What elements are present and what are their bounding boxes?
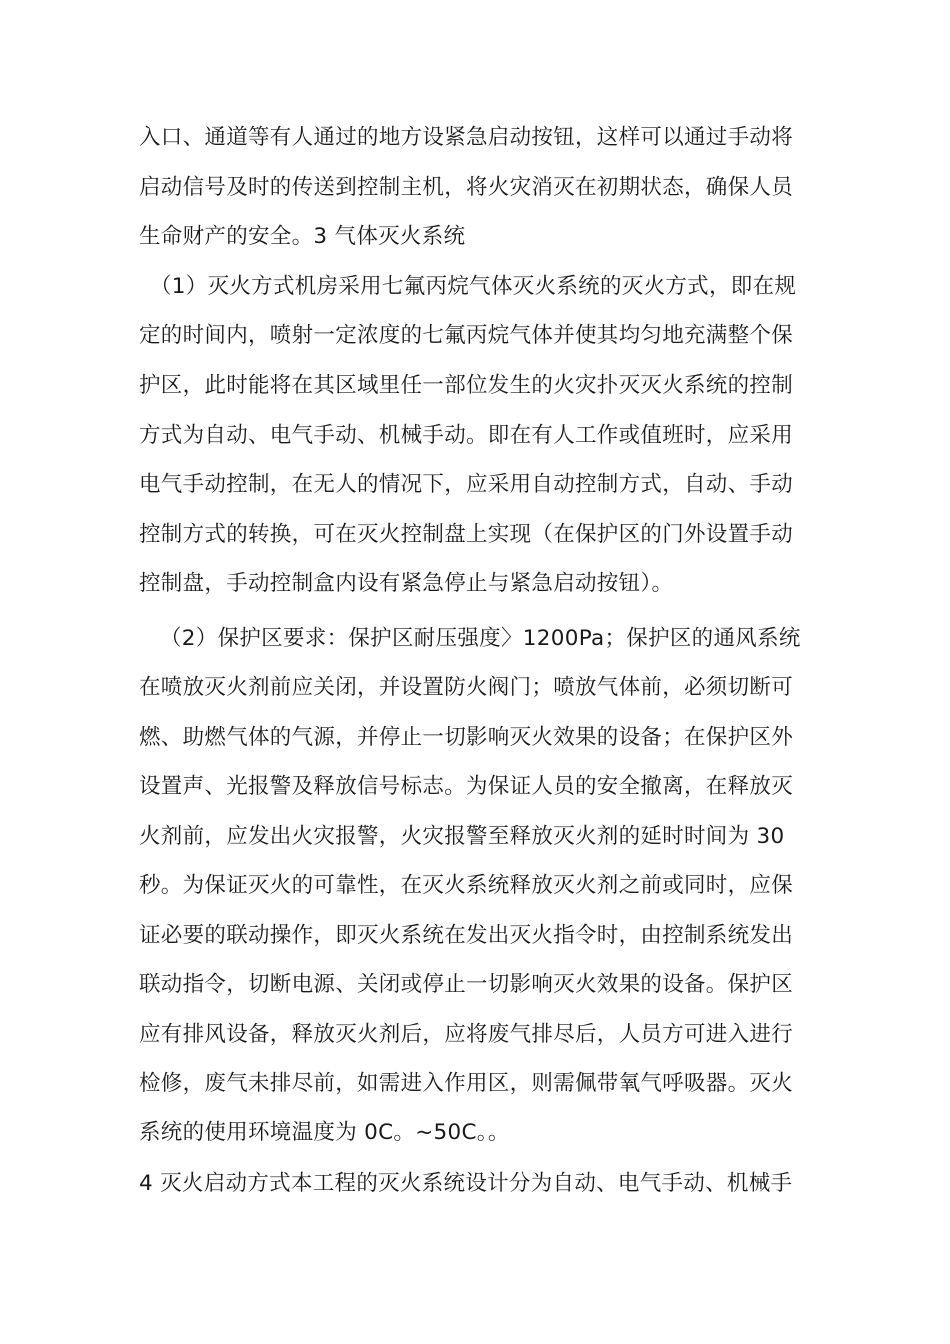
text-line: 控制方式的转换，可在灭火控制盘上实现（在保护区的门外设置手动 bbox=[139, 522, 794, 547]
text-line: 证必要的联动操作，即灭火系统在发出灭火指令时，由控制系统发出 bbox=[139, 923, 794, 948]
text-line: 控制盘，手动控制盒内设有紧急停止与紧急启动按钮）。 bbox=[139, 571, 674, 596]
text-line: 电气手动控制，在无人的情况下，应采用自动控制方式，自动、手动 bbox=[139, 472, 794, 497]
text-line: 燃、助燃气体的气源，并停止一切影响灭火效果的设备；在保护区外 bbox=[139, 725, 794, 750]
text-line: 生命财产的安全。3 气体灭火系统 bbox=[139, 224, 466, 249]
text-line: 秒。为保证灭火的可靠性，在灭火系统释放灭火剂之前或同时，应保 bbox=[139, 873, 794, 898]
text-line: 检修，废气未排尽前，如需进入作用区，则需佩带氧气呼吸器。灭火 bbox=[139, 1071, 794, 1096]
text-line: 入口、通道等有人通过的地方设紧急启动按钮，这样可以通过手动将 bbox=[139, 125, 794, 150]
text-line: 设置声、光报警及释放信号标志。为保证人员的安全撤离，在释放灭 bbox=[139, 774, 794, 799]
text-line: 定的时间内，喷射一定浓度的七氟丙烷气体并使其均匀地充满整个保 bbox=[139, 323, 794, 348]
text-line: 方式为自动、电气手动、机械手动。即在有人工作或值班时，应采用 bbox=[139, 423, 794, 448]
text-line: 火剂前，应发出火灾报警，火灾报警至释放灭火剂的延时时间为 30 bbox=[139, 824, 785, 849]
text-line: 联动指令，切断电源、关闭或停止一切影响灭火效果的设备。保护区 bbox=[139, 972, 794, 997]
text-line: 应有排风设备，释放灭火剂后，应将废气排尽后，人员方可进入进行 bbox=[139, 1022, 794, 1047]
text-line: 护区，此时能将在其区域里任一部位发生的火灾扑灭灭火系统的控制 bbox=[139, 373, 794, 398]
text-line: 4 灭火启动方式本工程的灭火系统设计分为自动、电气手动、机械手 bbox=[139, 1171, 793, 1196]
text-line: 系统的使用环境温度为 0C。~50C。。 bbox=[139, 1120, 510, 1145]
text-line: （1）灭火方式机房采用七氟丙烷气体灭火系统的灭火方式，即在规 bbox=[150, 274, 797, 299]
text-line: （2）保护区要求：保护区耐压强度〉1200Pa；保护区的通风系统 bbox=[160, 626, 801, 651]
text-line: 启动信号及时的传送到控制主机，将火灾消灭在初期状态，确保人员 bbox=[139, 175, 794, 200]
text-line: 在喷放灭火剂前应关闭，并设置防火阀门；喷放气体前，必须切断可 bbox=[139, 675, 794, 700]
